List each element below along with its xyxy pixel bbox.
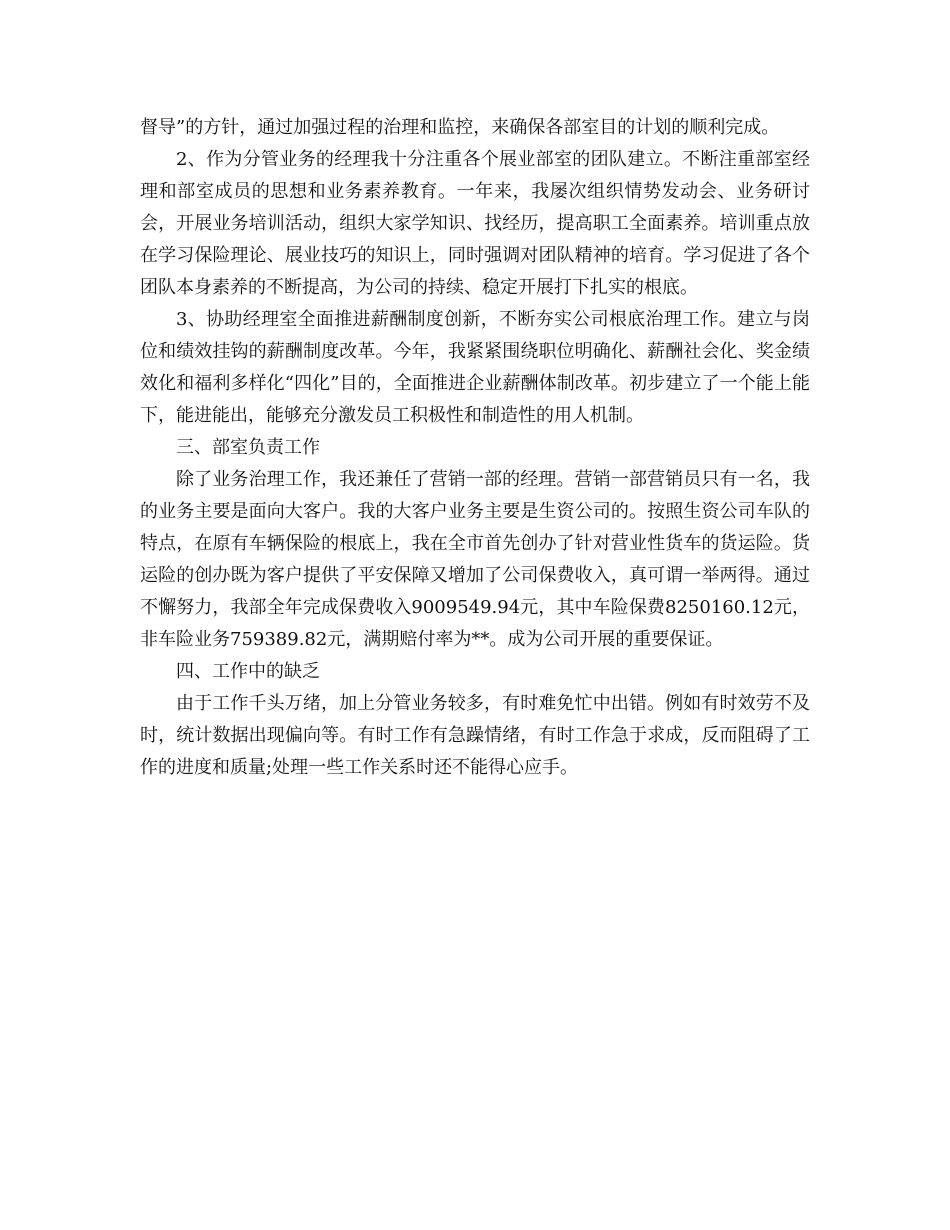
paragraph-department-work: 除了业务治理工作，我还兼任了营销一部的经理。营销一部营销员只有一名，我的业务主要是面向大客户。我的大客户业务主要是生资公司的。按照生资公司车队的特点，在原有车辆保险的根底上，我在全市首先创办了针对营业性货车的货运险。货运险的创办既为客户提供了平安保障又增加了公司保费收入，真可谓一举两得。通过不懈努力，我部全年完成保费收入9009549.94元，其中车险保费8250160.12元，非车险业务759389.82元，满期赔付率为**。成为公司开展的重要保证。	[140, 469, 810, 650]
paragraph-continuation: 督导”的方针，通过加强过程的治理和监控，来确保各部室目的计划的顺利完成。	[140, 117, 780, 138]
paragraph-item-2: 2、作为分管业务的经理我十分注重各个展业部室的团队建立。不断注重部室经理和部室成员的思想和业务素养教育。一年来，我屡次组织情势发动会、业务研讨会，开展业务培训活动，组织大家学知识、找经历，提高职工全面素养。培训重点放在学习保险理论、展业技巧的知识上，同时强调对团队精神的培育。学习促进了各个团队本身素养的不断提高，为公司的持续、稳定开展打下扎实的根底。	[140, 149, 810, 298]
document-body	[140, 112, 810, 784]
paragraph-item-3: 3、协助经理室全面推进薪酬制度创新，不断夯实公司根底治理工作。建立与岗位和绩效挂钩的薪酬制度改革。今年，我紧紧围绕职位明确化、薪酬社会化、奖金绩效化和福利多样化“四化”目的，全面推进企业薪酬体制改革。初步建立了一个能上能下，能进能出，能够充分激发员工积极性和制造性的用人机制。	[140, 309, 810, 426]
section-heading-3: 三、部室负责工作	[176, 437, 320, 458]
paragraph-shortcomings: 由于工作千头万绪，加上分管业务较多，有时难免忙中出错。例如有时效劳不及时，统计数据出现偏向等。有时工作有急躁情绪，有时工作急于求成，反而阻碍了工作的进度和质量;处理一些工作关系时还不能得心应手。	[140, 693, 810, 778]
section-heading-4: 四、工作中的缺乏	[176, 661, 320, 682]
